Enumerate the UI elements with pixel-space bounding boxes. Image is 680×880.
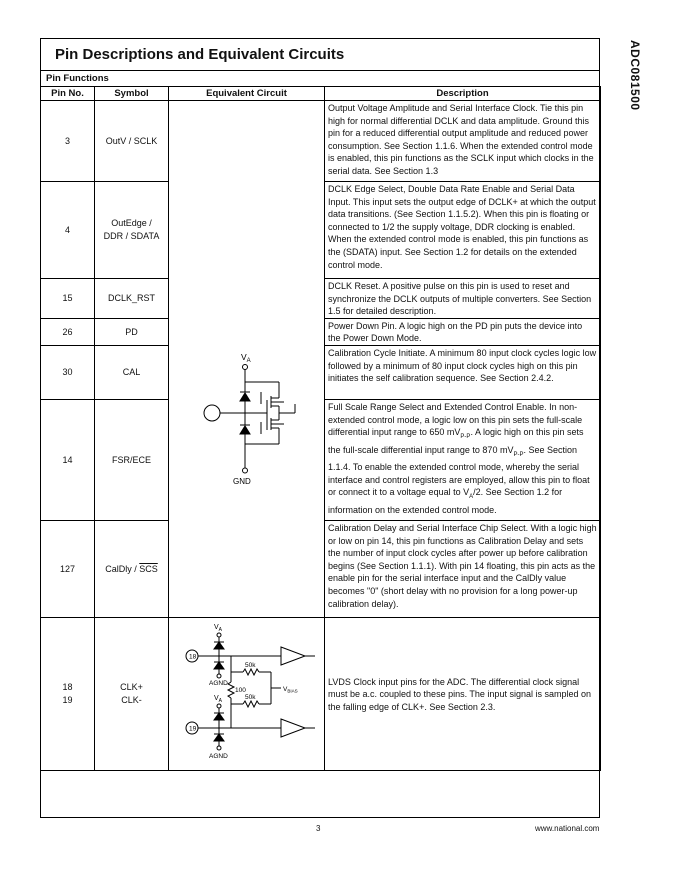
pin-functions-table: [40, 86, 601, 771]
pin-symbol: CAL: [95, 345, 169, 399]
header-symbol: Symbol: [95, 87, 169, 101]
pin-number: 127: [41, 520, 95, 617]
scs-overbar-label: $\overline{SCS}$: [139, 563, 158, 574]
footer-url: www.national.com: [535, 824, 600, 833]
pin-number: 4: [41, 182, 95, 279]
table-row: [41, 617, 601, 770]
part-number-side-label: ADC081500: [628, 40, 642, 111]
pin-number: 26: [41, 318, 95, 345]
lvds-clock-circuit-diagram: [169, 618, 325, 770]
header-description: Description: [325, 87, 601, 101]
va-top-label: $V_A$: [214, 623, 223, 633]
pin-symbol: CalDly / $\overline{SCS}$: [95, 520, 169, 617]
pin-number: 15: [41, 279, 95, 319]
pin-description: Power Down Pin. A logic high on the PD pin puts the device into the Power Down Mode.: [325, 318, 601, 345]
header-pin-no: Pin No.: [41, 87, 95, 101]
page-title: Pin Descriptions and Equivalent Circuits: [55, 46, 345, 63]
pin-description: LVDS Clock input pins for the ADC. The differential clock signal must be a.c. coupled to these pins. The input signal is sampled on the falling edge of CLK+. See Section 2.3.: [325, 617, 601, 770]
table-row: [41, 101, 601, 182]
pin-symbol: PD: [95, 318, 169, 345]
resistor-100-label: 100: [235, 686, 246, 694]
pin-symbol: CLK+ CLK-: [95, 617, 169, 770]
pin-symbol: OutV / SCLK: [95, 101, 169, 182]
pin-description: DCLK Reset. A positive pulse on this pin is used to reset and synchronize the DCLK outputs of multiple converters. See Section 1.5 for detailed description.: [325, 279, 601, 319]
pin-symbol: OutEdge / DDR / SDATA: [95, 182, 169, 279]
title-divider: [40, 70, 600, 71]
pin-description: DCLK Edge Select, Double Data Rate Enable and Serial Data Input. This input sets the output edge of DCLK+ at which the output data transitions. (See Section 1.1.5.2). When this pin is floating or connected to 1/2 the supply voltage, DDR clocking is enabled. When the extended control mode is enabled, this pin functions as the (SDATA) input. See Section 1.2 for details on the extended control mode.: [325, 182, 601, 279]
agnd-top-label: AGND: [209, 679, 228, 687]
header-equivalent-circuit: Equivalent Circuit: [169, 87, 325, 101]
table-caption: Pin Functions: [46, 73, 109, 84]
equivalent-circuit-lvds-clock: [169, 617, 325, 770]
equivalent-circuit-cmos-input: [169, 101, 325, 618]
va-bottom-label: $V_A$: [214, 694, 223, 704]
pin-18-label: 18: [189, 653, 197, 661]
va-supply-label: $V_A$: [241, 351, 251, 364]
pin-number: 14: [41, 399, 95, 520]
pin-symbol: FSR/ECE: [95, 399, 169, 520]
pin-symbol: DCLK_RST: [95, 279, 169, 319]
page-number: 3: [316, 824, 321, 833]
resistor-50k-top-label: 50k: [245, 661, 256, 669]
cmos-input-circuit-diagram: [169, 142, 325, 576]
agnd-bottom-label: AGND: [209, 752, 228, 760]
pin-number: 18 19: [41, 617, 95, 770]
pin-description: Full Scale Range Select and Extended Control Enable. In non-extended control mode, a logic low on this pin sets the full-scale differential input range to 650 $mV_{P-P}$. A logic high on this pin sets the full-scale differential input range to 870 $mV_{P-P}$. See Section 1.1.4. To enable the extended control mode, whereby the serial interface and control registers are employed, allow this pin to float or connect it to a voltage equal to $V_A/2$. See Section 1.2 for information on the extended control mode.: [325, 399, 601, 520]
pin-description: Output Voltage Amplitude and Serial Interface Clock. Tie this pin high for normal differential DCLK and data amplitude. Ground this pin for a reduced differential output amplitude and reduced power consumption. See Section 1.1.6. When the extended control mode is enabled, this pin functions as the SCLK input which clocks in the serial data. See Section 1.3: [325, 101, 601, 182]
pin-number: 30: [41, 345, 95, 399]
gnd-label: GND: [233, 476, 251, 486]
resistor-50k-bottom-label: 50k: [245, 693, 256, 701]
pin-19-label: 19: [189, 725, 197, 733]
pin-number: 3: [41, 101, 95, 182]
pin-description: Calibration Cycle Initiate. A minimum 80 input clock cycles logic low followed by a minimum of 80 input clock cycles high on this pin initiates the self calibration sequence. See Section 2.4.2.: [325, 345, 601, 399]
pin-description: Calibration Delay and Serial Interface Chip Select. With a logic high or low on pin 14, this pin functions as Calibration Delay and sets the number of input clock cycles after power up before calibration begins (See Section 1.1.1). With pin 14 floating, this pin acts as the enable pin for the serial interface input and the CalDly value becomes "0" (short delay with no provision for a long power-up calibration delay).: [325, 520, 601, 617]
vbias-label: $V_{BIAS}$: [283, 685, 298, 694]
